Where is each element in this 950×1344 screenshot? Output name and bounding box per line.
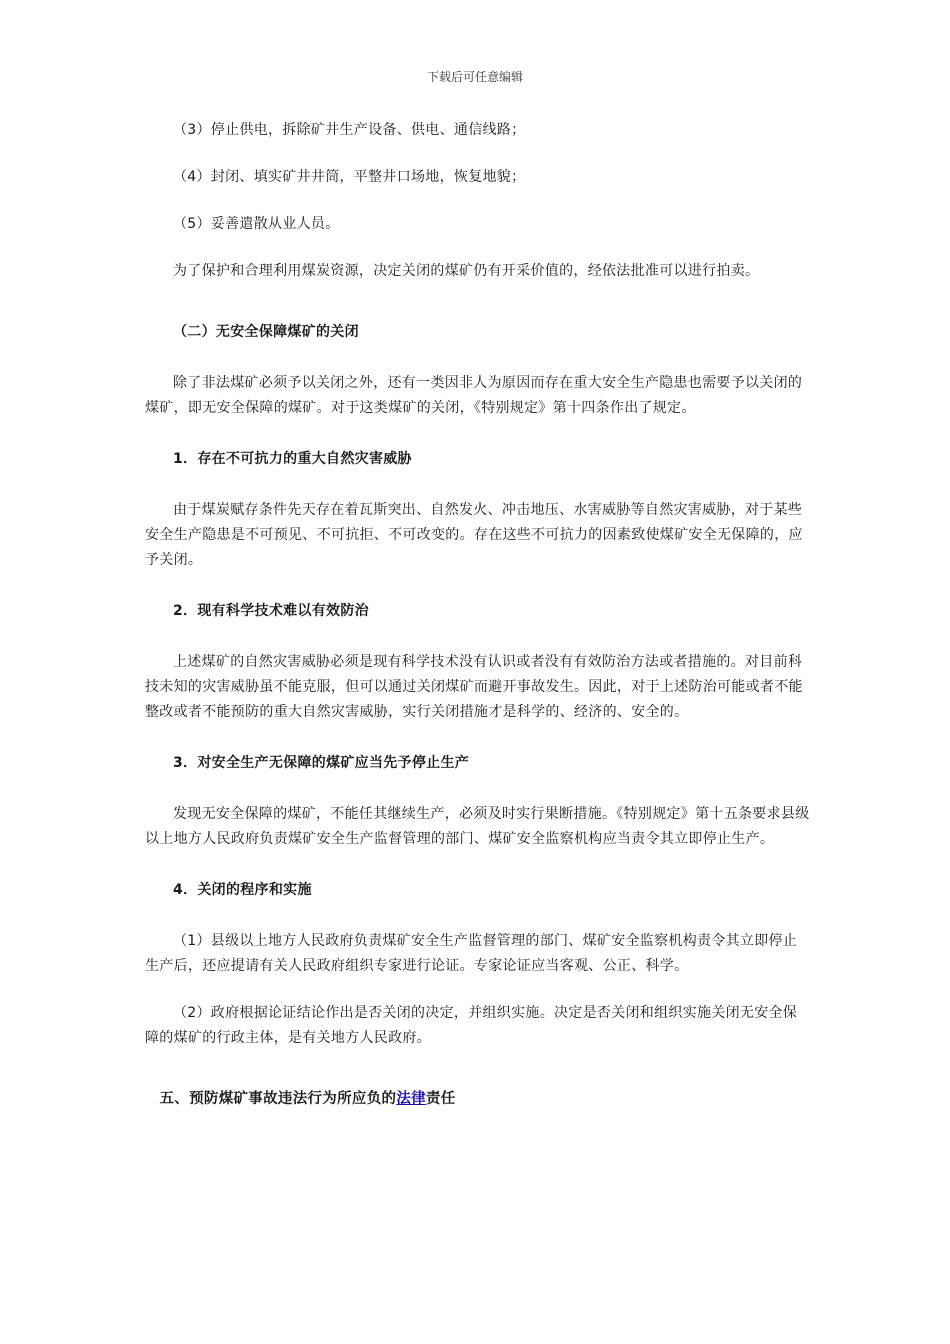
subheading-1: 1．存在不可抗力的重大自然灾害威胁 xyxy=(173,451,412,467)
subsection-3-body: 发现无安全保障的煤矿，不能任其继续生产，必须及时实行果断措施。《特别规定》第十五条要求县级以上地方人民政府负责煤矿安全生产监督管理的部门、煤矿安全监察机构应当责令其立即停止生产。 xyxy=(145,806,810,847)
subsection-1-body: 由于煤炭赋存条件先天存在着瓦斯突出、自然发火、冲击地压、水害威胁等自然灾害威胁，对于某些安全生产隐患是不可预见、不可抗拒、不可改变的。存在这些不可抗力的因素致使煤矿安全无保障的，应予关闭。 xyxy=(145,502,803,568)
subsection-4-item-2: （2）政府根据论证结论作出是否关闭的决定，并组织实施。决定是否关闭和组织实施关闭无安全保障的煤矿的行政主体，是有关地方人民政府。 xyxy=(145,1005,798,1046)
subheading-4: 4．关闭的程序和实施 xyxy=(173,882,312,898)
list-item-5: （5）妥善遣散从业人员。 xyxy=(173,216,340,232)
list-item-3: （3）停止供电，拆除矿井生产设备、供电、通信线路； xyxy=(173,122,526,138)
subsection-2-body: 上述煤矿的自然灾害威胁必须是现有科学技术没有认识或者没有有效防治方法或者措施的。对目前科技未知的灾害威胁虽不能克服，但可以通过关闭煤矿而避开事故发生。因此，对于上述防治可能或者不能整改或者不能预防的重大自然灾害威胁，实行关闭措施才是科学的、经济的、安全的。 xyxy=(145,654,803,720)
section-heading-5 xyxy=(145,1087,810,1112)
intro-paragraph: 除了非法煤矿必须予以关闭之外，还有一类因非人为原因而存在重大安全生产隐患也需要予以关闭的煤矿，即无安全保障的煤矿。对于这类煤矿的关闭，《特别规定》第十四条作出了规定。 xyxy=(145,375,803,416)
section-5-suffix: 责任 xyxy=(425,1091,456,1107)
section-5-prefix: 五、预防煤矿事故违法行为所应负的 xyxy=(159,1091,397,1107)
law-link[interactable]: 法律 xyxy=(396,1091,426,1107)
subheading-3: 3．对安全生产无保障的煤矿应当先予停止生产 xyxy=(173,755,470,771)
subsection-4-item-1: （1）县级以上地方人民政府负责煤矿安全生产监督管理的部门、煤矿安全监察机构责令其立即停止生产后，还应提请有关人民政府组织专家进行论证。专家论证应当客观、公正、科学。 xyxy=(145,933,798,974)
page-header: 下载后可任意编辑 xyxy=(426,70,523,84)
auction-paragraph: 为了保护和合理利用煤炭资源，决定关闭的煤矿仍有开采价值的，经依法批准可以进行拍卖。 xyxy=(173,263,760,279)
document-body xyxy=(145,118,810,1112)
subheading-2: 2．现有科学技术难以有效防治 xyxy=(173,603,369,619)
list-item-4: （4）封闭、填实矿井井筒，平整井口场地，恢复地貌； xyxy=(173,169,526,185)
section-heading-2: （二）无安全保障煤矿的关闭 xyxy=(173,324,359,340)
